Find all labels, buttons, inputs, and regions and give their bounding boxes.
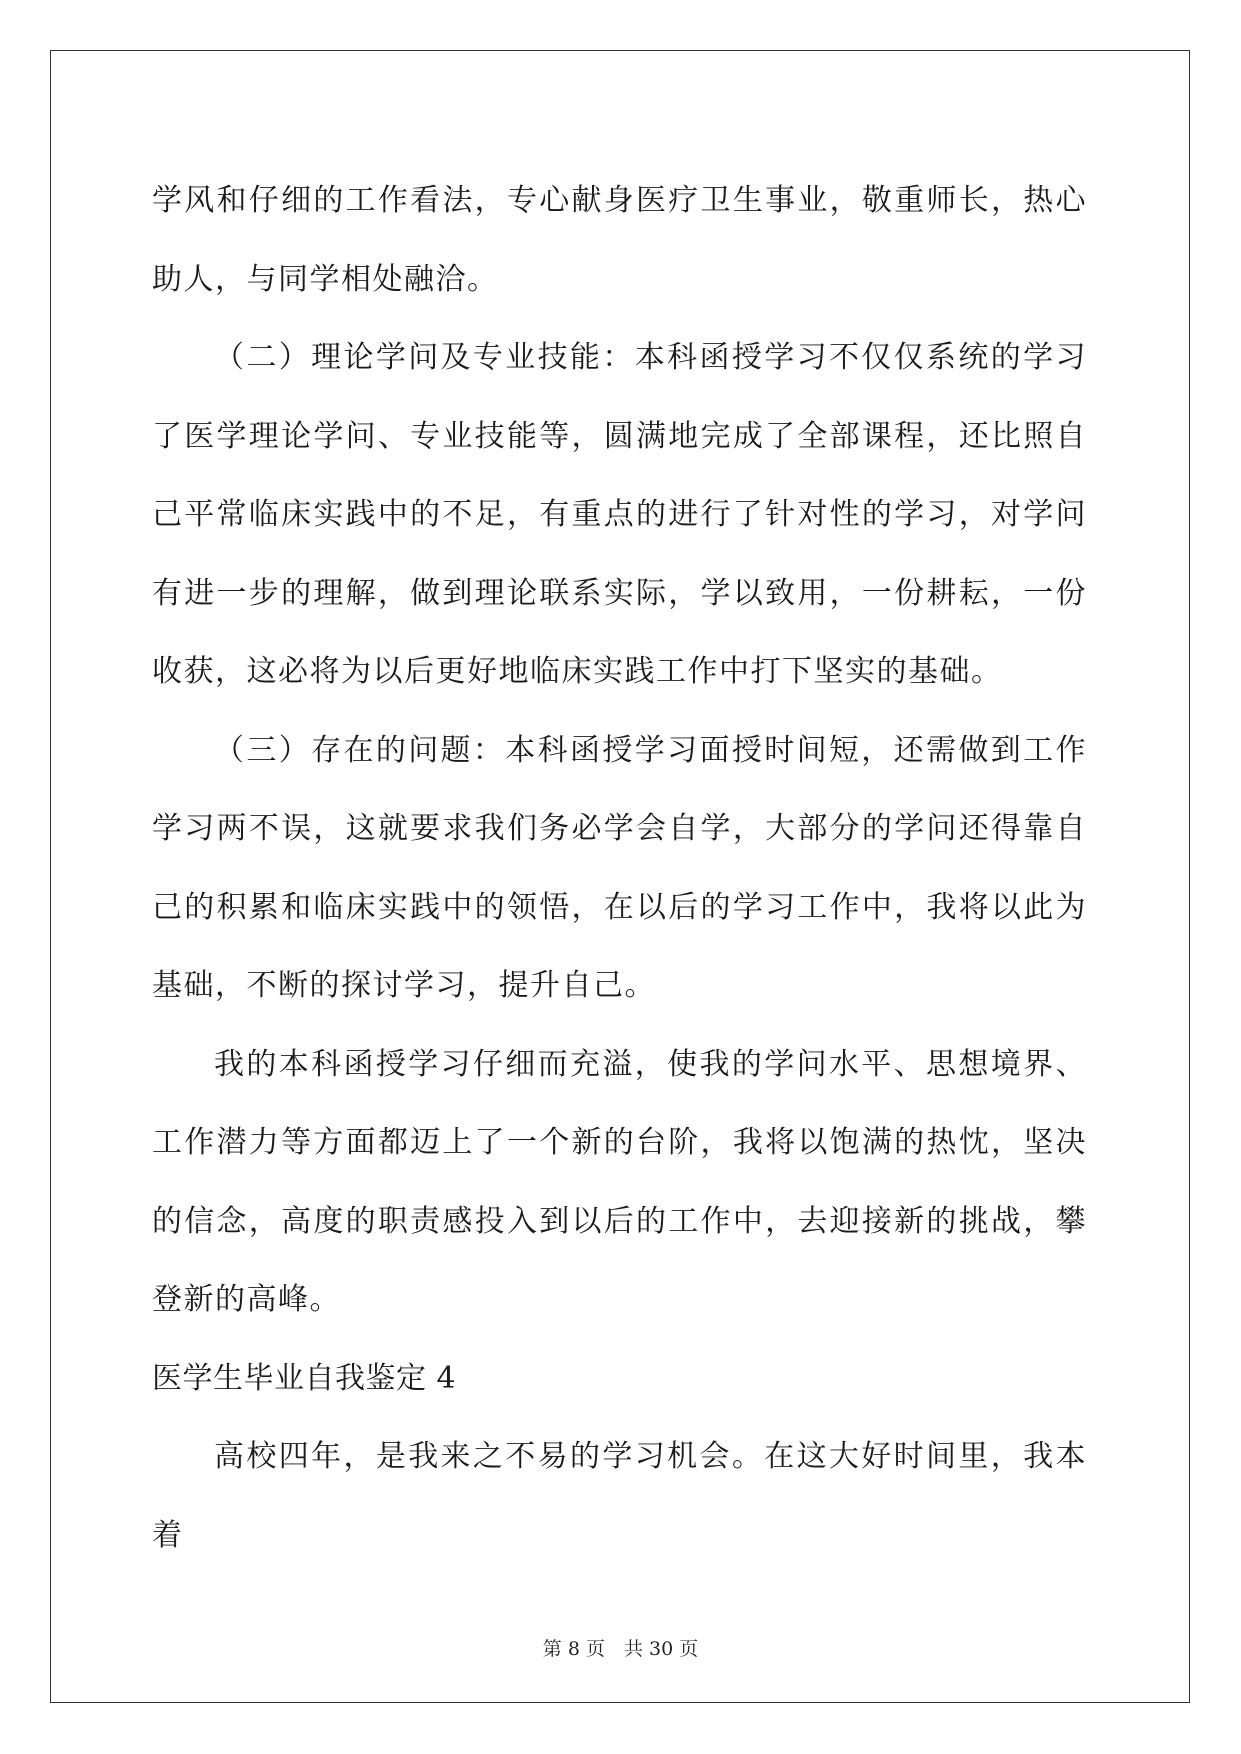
section-heading: 医学生毕业自我鉴定 4 [152,1360,457,1396]
paragraph: 学风和仔细的工作看法，专心献身医疗卫生事业，敬重师长，热心助人，与同学相处融洽。 [152,183,1087,297]
page-number-footer: 第 8 页 共 30 页 [542,1638,699,1660]
paragraph: 高校四年，是我来之不易的学习机会。在这大好时间里，我本着 [152,1439,1087,1553]
paragraph: （二）理论学问及专业技能：本科函授学习不仅仅系统的学习了医学理论学问、专业技能等，圆满地完成了全部课程，还比照自己平常临床实践中的不足，有重点的进行了针对性的学习，对学问有进一步的理解，做到理论联系实际，学以致用，一份耕耘，一份收获，这必将为以后更好地临床实践工作中打下坚实的基础。 [152,340,1087,689]
paragraph: （三）存在的问题：本科函授学习面授时间短，还需做到工作学习两不误，这就要求我们务必学会自学，大部分的学问还得靠自己的积累和临床实践中的领悟，在以后的学习工作中，我将以此为基础，不断的探讨学习，提升自己。 [152,732,1087,1003]
document-body [152,162,1087,1575]
paragraph: 我的本科函授学习仔细而充溢，使我的学问水平、思想境界、工作潜力等方面都迈上了一个新的台阶，我将以饱满的热忱，坚决的信念，高度的职责感投入到以后的工作中，去迎接新的挑战，攀登新的高峰。 [152,1046,1087,1317]
